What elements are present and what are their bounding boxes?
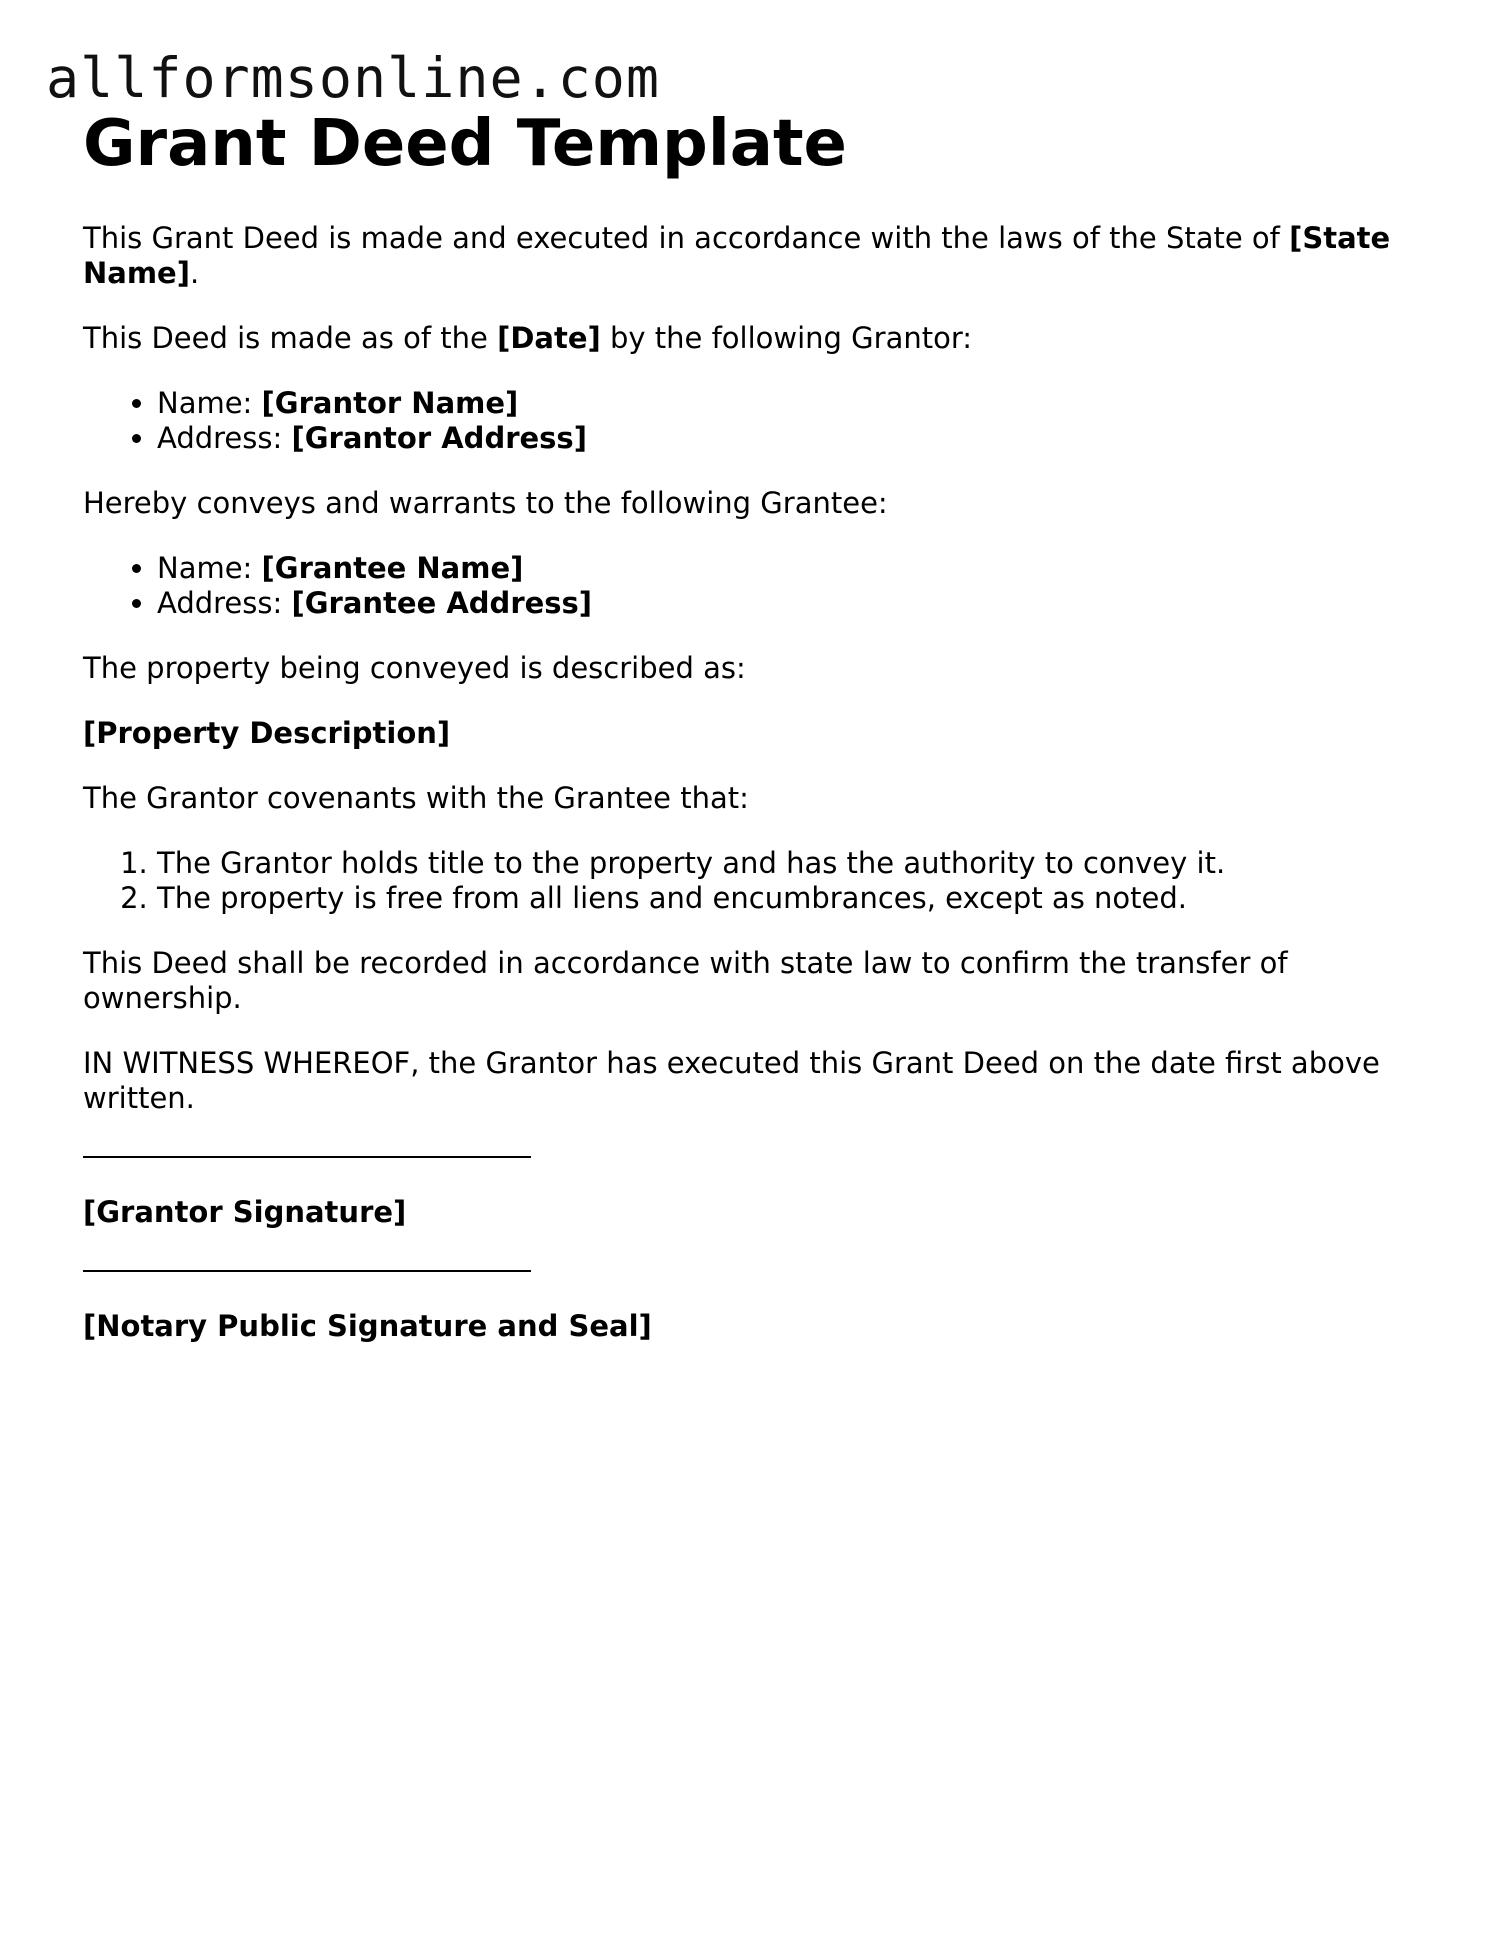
grantee-name-item (157, 551, 1443, 586)
date-text-before: This Deed is made as of the (83, 321, 498, 355)
recording-paragraph: This Deed shall be recorded in accordance with state law to confirm the transfer of ownership. (83, 946, 1288, 1015)
grantee-name-label: Name: (157, 551, 262, 585)
property-intro: The property being conveyed is described as: (83, 651, 746, 685)
grantor-address-label: Address: (157, 421, 292, 455)
grantor-signature-label: [Grantor Signature] (83, 1195, 407, 1229)
grantor-list (83, 386, 1443, 456)
notary-signature-label: [Notary Public Signature and Seal] (83, 1309, 652, 1343)
witness-paragraph: IN WITNESS WHEREOF, the Grantor has executed this Grant Deed on the date first above written. (83, 1046, 1380, 1115)
grantee-address-item (157, 586, 1443, 621)
site-watermark: allformsonline.com (46, 46, 661, 110)
covenant-item: 2. The property is free from all liens and encumbrances, except as noted. (157, 881, 1443, 916)
covenants-list (83, 846, 1443, 916)
grantor-name-item (157, 386, 1443, 421)
grantee-address-placeholder: [Grantee Address] (291, 586, 593, 620)
grantee-list (83, 551, 1443, 621)
state-name-placeholder: [State Name] (83, 221, 1391, 290)
date-text-after: by the following Grantor: (600, 321, 973, 355)
page-title: Grant Deed Template (83, 107, 847, 181)
date-paragraph (83, 321, 1443, 356)
covenants-intro: The Grantor covenants with the Grantee that: (83, 781, 749, 815)
grantee-name-placeholder: [Grantee Name] (261, 551, 524, 585)
property-description-placeholder: [Property Description] (83, 716, 451, 750)
grantor-name-placeholder: [Grantor Name] (261, 386, 519, 420)
document-body (83, 104, 1443, 1344)
grantee-address-label: Address: (157, 586, 292, 620)
grantor-address-placeholder: [Grantor Address] (291, 421, 587, 455)
covenant-item: 1. The Grantor holds title to the property and has the authority to convey it. (157, 846, 1443, 881)
property-description-paragraph (83, 716, 1443, 751)
intro-paragraph (83, 221, 1443, 291)
notary-signature-line (83, 1270, 531, 1272)
grantor-name-label: Name: (157, 386, 262, 420)
grantee-intro: Hereby conveys and warrants to the following Grantee: (83, 486, 888, 520)
grantor-address-item (157, 421, 1443, 456)
intro-period: . (189, 256, 200, 290)
grantor-signature-line (83, 1156, 531, 1158)
intro-text: This Grant Deed is made and executed in accordance with the laws of the State of (83, 221, 1290, 255)
date-placeholder: [Date] (497, 321, 601, 355)
